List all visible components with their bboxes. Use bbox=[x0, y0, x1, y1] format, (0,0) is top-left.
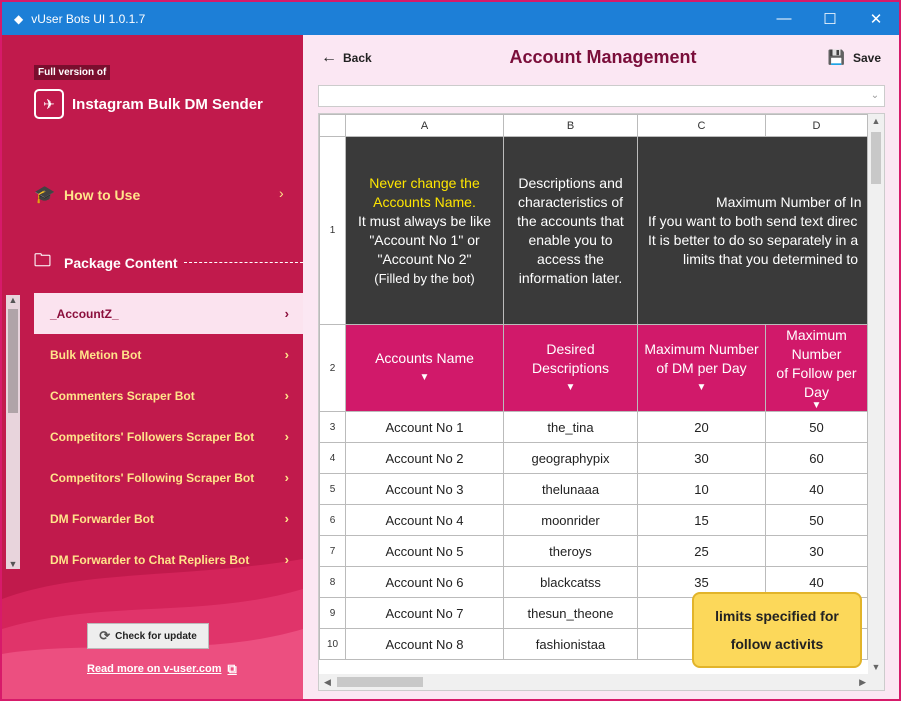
instruction-text: "Account No 2" bbox=[377, 250, 472, 267]
package-item-label: DM Forwarder to Chat Repliers Bot bbox=[50, 552, 250, 567]
instruction-text: access the bbox=[537, 250, 604, 267]
chevron-right-icon: › bbox=[284, 470, 289, 485]
row-header[interactable]: 10 bbox=[320, 629, 346, 660]
row-header[interactable]: 1 bbox=[320, 137, 346, 325]
instruction-text: limits that you determined to bbox=[683, 250, 859, 267]
scroll-down-icon[interactable]: ▼ bbox=[871, 662, 881, 672]
app-name: Instagram Bulk DM Sender bbox=[72, 95, 263, 113]
column-title: Descriptions bbox=[531, 359, 610, 376]
paper-plane-icon: ✈ bbox=[34, 89, 64, 119]
follow-limit-cell[interactable]: 50 bbox=[766, 505, 868, 536]
tooltip-text: follow activits bbox=[730, 636, 824, 652]
window-title: vUser Bots UI 1.0.1.7 bbox=[31, 11, 146, 26]
chevron-right-icon: › bbox=[284, 388, 289, 403]
instruction-text: information later. bbox=[518, 269, 623, 286]
account-name-cell[interactable]: Account No 3 bbox=[346, 474, 504, 505]
sheet-vertical-scroll-thumb[interactable] bbox=[871, 132, 881, 184]
external-link-icon: ⧉ bbox=[227, 661, 237, 676]
table-row bbox=[320, 412, 868, 443]
how-to-use-link[interactable] bbox=[34, 185, 140, 205]
dm-limit-cell[interactable]: 25 bbox=[638, 536, 766, 567]
check-update-label: Check for update bbox=[115, 630, 197, 642]
column-title: Accounts Name bbox=[375, 350, 474, 366]
sheet-horizontal-scroll-thumb[interactable] bbox=[337, 677, 423, 687]
package-content-label: Package Content bbox=[64, 254, 178, 271]
row-header[interactable]: 5 bbox=[320, 474, 346, 505]
sheet-grid bbox=[319, 114, 868, 660]
instruction-text: characteristics of bbox=[517, 193, 624, 210]
chevron-right-icon: › bbox=[284, 347, 289, 362]
folder-icon: 🗀 bbox=[34, 251, 51, 270]
instruction-text: Maximum Number of In bbox=[716, 193, 862, 210]
column-title: of Follow per bbox=[776, 365, 857, 381]
triangle-down-icon: ▼ bbox=[419, 372, 430, 383]
instruction-cell[interactable] bbox=[346, 137, 504, 325]
scroll-right-icon[interactable]: ▶ bbox=[859, 677, 866, 687]
column-title: Maximum bbox=[786, 327, 847, 343]
description-cell[interactable]: fashionistaa bbox=[504, 629, 638, 660]
instruction-cell[interactable] bbox=[504, 137, 638, 325]
table-row bbox=[320, 536, 868, 567]
package-item-label: Commenters Scraper Bot bbox=[50, 388, 195, 403]
package-item[interactable] bbox=[34, 375, 303, 416]
column-title: of DM per Day bbox=[656, 359, 747, 376]
chevron-down-icon: ⌄ bbox=[870, 90, 880, 101]
column-title: Day bbox=[804, 384, 829, 400]
column-title: Number bbox=[791, 346, 842, 362]
scroll-down-icon[interactable]: ▼ bbox=[8, 559, 18, 569]
graduation-cap-icon: 🎓 bbox=[34, 185, 56, 204]
sidebar bbox=[2, 35, 303, 699]
grid-corner[interactable] bbox=[320, 115, 346, 137]
column-title-cell[interactable] bbox=[766, 325, 868, 412]
chevron-right-icon: › bbox=[284, 511, 289, 526]
refresh-icon: ⟳ bbox=[99, 628, 111, 643]
row-header[interactable]: 6 bbox=[320, 505, 346, 536]
brand bbox=[34, 89, 263, 119]
sidebar-scrollbar[interactable] bbox=[6, 295, 20, 569]
column-title: Maximum Number bbox=[644, 340, 759, 357]
column-title-cell[interactable] bbox=[346, 325, 504, 412]
package-content-header bbox=[34, 248, 303, 277]
scroll-up-icon[interactable]: ▲ bbox=[8, 295, 18, 305]
row-header[interactable]: 3 bbox=[320, 412, 346, 443]
table-row bbox=[320, 505, 868, 536]
package-item[interactable] bbox=[34, 498, 303, 539]
account-name-cell[interactable]: Account No 8 bbox=[346, 629, 504, 660]
instruction-cell[interactable] bbox=[638, 137, 868, 325]
minimize-button[interactable]: — bbox=[776, 10, 792, 27]
description-cell[interactable]: geographypix bbox=[504, 443, 638, 474]
instruction-text: "Account No 1" or bbox=[369, 231, 480, 248]
row-header[interactable]: 8 bbox=[320, 567, 346, 598]
triangle-down-icon: ▼ bbox=[696, 381, 707, 393]
row-header[interactable]: 7 bbox=[320, 536, 346, 567]
package-item-label: Bulk Metion Bot bbox=[50, 347, 142, 362]
warning-text: Accounts Name. bbox=[373, 193, 476, 210]
maximize-button[interactable]: ☐ bbox=[823, 10, 837, 28]
arrow-left-icon: ← bbox=[321, 49, 337, 66]
package-list bbox=[34, 293, 303, 580]
instruction-text: (Filled by the bot) bbox=[374, 270, 475, 286]
account-name-cell[interactable]: Account No 4 bbox=[346, 505, 504, 536]
package-item[interactable] bbox=[34, 293, 303, 334]
package-item-label: Competitors' Followers Scraper Bot bbox=[50, 429, 255, 444]
follow-limit-cell[interactable]: 40 bbox=[766, 567, 868, 598]
sheet-vertical-scrollbar[interactable] bbox=[868, 114, 884, 674]
column-title-cell[interactable] bbox=[638, 325, 766, 412]
follow-limit-cell[interactable]: 50 bbox=[766, 412, 868, 443]
instruction-text: It is better to do so separately in a bbox=[648, 231, 859, 248]
account-name-cell[interactable]: Account No 6 bbox=[346, 567, 504, 598]
full-version-badge: Full version of bbox=[34, 65, 110, 80]
read-more-label: Read more on v-user.com bbox=[87, 663, 222, 675]
package-item[interactable] bbox=[34, 416, 303, 457]
account-name-cell[interactable]: Account No 2 bbox=[346, 443, 504, 474]
save-label: Save bbox=[852, 50, 881, 65]
dm-limit-cell[interactable]: 35 bbox=[638, 567, 766, 598]
app-icon: ◆ bbox=[14, 11, 24, 26]
table-row bbox=[320, 474, 868, 505]
package-item[interactable] bbox=[34, 334, 303, 375]
instruction-text: the accounts that bbox=[517, 212, 624, 229]
column-header[interactable]: A bbox=[346, 115, 504, 137]
account-name-cell[interactable]: Account No 1 bbox=[346, 412, 504, 443]
description-cell[interactable]: thelunaaa bbox=[504, 474, 638, 505]
page-title: Account Management bbox=[509, 47, 697, 67]
title-bar bbox=[2, 2, 899, 35]
column-header[interactable]: B bbox=[504, 115, 638, 137]
description-cell[interactable]: moonrider bbox=[504, 505, 638, 536]
instruction-text: If you want to both send text direc bbox=[648, 212, 858, 229]
column-title: Desired bbox=[546, 340, 595, 357]
scroll-left-icon[interactable]: ◀ bbox=[324, 677, 331, 687]
back-label: Back bbox=[343, 51, 372, 65]
floppy-disk-icon: 💾 bbox=[827, 49, 845, 65]
dm-limit-cell[interactable]: 20 bbox=[638, 412, 766, 443]
tooltip-text: limits specified for bbox=[715, 608, 839, 624]
how-to-use-label: How to Use bbox=[64, 187, 141, 203]
column-header[interactable]: C bbox=[638, 115, 766, 137]
dm-limit-cell[interactable]: 10 bbox=[638, 474, 766, 505]
chevron-right-icon: › bbox=[284, 552, 289, 567]
sidebar-scroll-thumb[interactable] bbox=[8, 309, 18, 413]
chevron-right-icon: › bbox=[284, 306, 289, 321]
tooltip-callout bbox=[692, 592, 862, 668]
chevron-right-icon: › bbox=[284, 429, 289, 444]
description-cell[interactable]: theroys bbox=[504, 536, 638, 567]
sheet-horizontal-scrollbar[interactable] bbox=[319, 674, 885, 690]
instruction-text: It must always be like bbox=[357, 212, 492, 229]
row-header[interactable]: 2 bbox=[320, 325, 346, 412]
table-row bbox=[320, 443, 868, 474]
description-cell[interactable]: the_tina bbox=[504, 412, 638, 443]
warning-text: Never change the bbox=[369, 174, 480, 191]
triangle-down-icon: ▼ bbox=[811, 400, 822, 411]
description-cell[interactable]: thesun_theone bbox=[504, 598, 638, 629]
package-item-label: DM Forwarder Bot bbox=[50, 511, 155, 526]
chevron-right-icon: › bbox=[279, 185, 284, 201]
description-cell[interactable]: blackcatss bbox=[504, 567, 638, 598]
package-item-label: _AccountZ_ bbox=[50, 306, 119, 321]
dm-limit-cell[interactable]: 15 bbox=[638, 505, 766, 536]
read-more-link[interactable] bbox=[87, 661, 237, 677]
column-header[interactable]: D bbox=[766, 115, 868, 137]
follow-limit-cell[interactable]: 30 bbox=[766, 536, 868, 567]
sheet-selector[interactable] bbox=[318, 85, 885, 107]
package-item[interactable] bbox=[34, 539, 303, 580]
dm-limit-cell[interactable]: 30 bbox=[638, 443, 766, 474]
account-name-cell[interactable]: Account No 7 bbox=[346, 598, 504, 629]
instruction-text: enable you to bbox=[528, 231, 613, 248]
check-update-button[interactable] bbox=[87, 623, 209, 649]
row-header[interactable]: 4 bbox=[320, 443, 346, 474]
scroll-up-icon[interactable]: ▲ bbox=[871, 116, 881, 126]
save-button[interactable] bbox=[828, 49, 881, 66]
close-button[interactable]: ✕ bbox=[869, 10, 883, 28]
account-name-cell[interactable]: Account No 5 bbox=[346, 536, 504, 567]
follow-limit-cell[interactable]: 60 bbox=[766, 443, 868, 474]
row-header[interactable]: 9 bbox=[320, 598, 346, 629]
instruction-text: Descriptions and bbox=[518, 174, 623, 191]
follow-limit-cell[interactable]: 40 bbox=[766, 474, 868, 505]
triangle-down-icon: ▼ bbox=[565, 381, 576, 393]
column-title-cell[interactable] bbox=[504, 325, 638, 412]
package-item[interactable] bbox=[34, 457, 303, 498]
package-item-label: Competitors' Following Scraper Bot bbox=[50, 470, 255, 485]
